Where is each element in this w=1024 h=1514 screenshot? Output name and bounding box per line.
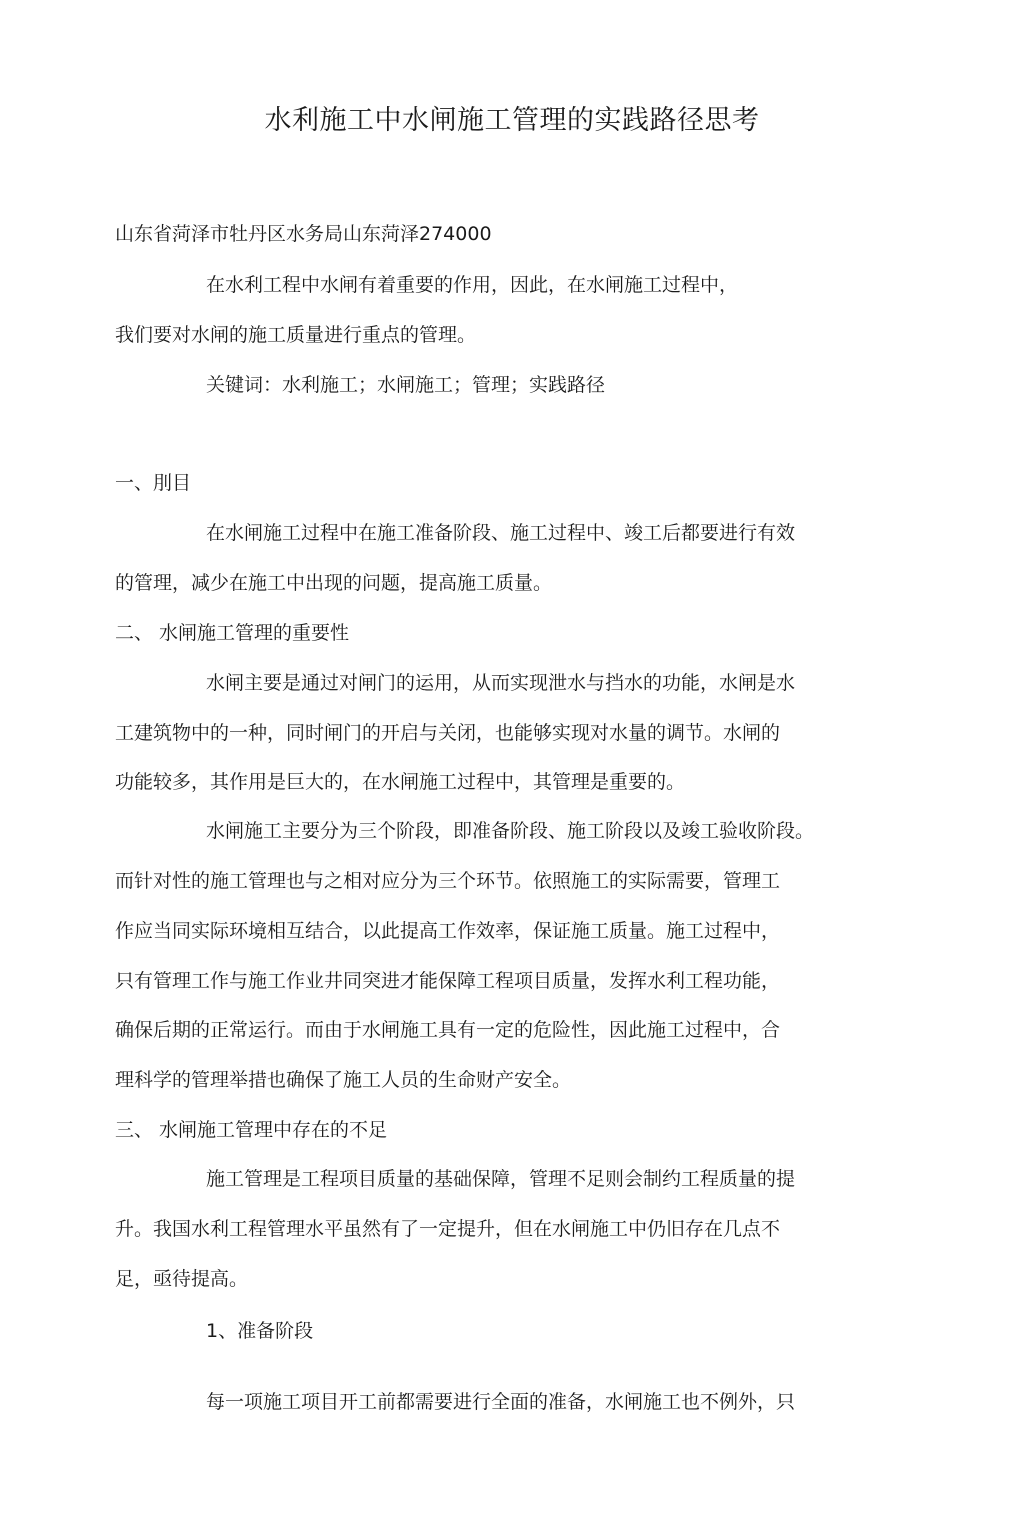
- subsection-heading: 1、准备阶段: [206, 1320, 314, 1342]
- paragraph-line: 每一项施工项目开工前都需要进行全面的准备，水闸施工也不例外，只: [206, 1391, 796, 1413]
- section-heading: 三、 水闸施工管理中存在的不足: [115, 1119, 388, 1141]
- paragraph-line: 作应当同实际环境相互结合，以此提高工作效率，保证施工质量。施工过程中，: [115, 920, 781, 942]
- paragraph-line: 施工管理是工程项目质量的基础保障，管理不足则会制约工程质量的提: [206, 1168, 796, 1190]
- paragraph-line: 确保后期的正常运行。而由于水闸施工具有一定的危险性，因此施工过程中，合: [115, 1019, 781, 1041]
- paragraph-line: 水闸施工主要分为三个阶段，即准备阶段、施工阶段以及竣工验收阶段。: [206, 820, 815, 842]
- paragraph-line: 升。我国水利工程管理水平虽然有了一定提升，但在水闸施工中仍旧存在几点不: [115, 1218, 781, 1240]
- section-heading: 一、刖目: [115, 472, 192, 494]
- paragraph-line: 的管理，减少在施工中出现的问题，提高施工质量。: [115, 572, 553, 594]
- paragraph-line: 足，亟待提高。: [115, 1268, 249, 1290]
- paragraph-line: 功能较多，其作用是巨大的，在水闸施工过程中，其管理是重要的。: [115, 771, 686, 793]
- paragraph-line: 只有管理工作与施工作业井同突进才能保障工程项目质量，发挥水利工程功能，: [115, 970, 781, 992]
- abstract-line: 我们要对水闸的施工质量进行重点的管理。: [115, 324, 477, 346]
- paragraph-line: 理科学的管理举措也确保了施工人员的生命财产安全。: [115, 1069, 572, 1091]
- paragraph-line: 水闸主要是通过对闸门的运用，从而实现泄水与挡水的功能，水闸是水: [206, 672, 796, 694]
- author-affiliation: 山东省菏泽市牡丹区水务局山东菏泽274000: [115, 223, 492, 245]
- paragraph-line: 而针对性的施工管理也与之相对应分为三个环节。依照施工的实际需要，管理工: [115, 870, 781, 892]
- document-title: 水利施工中水闸施工管理的实践路径思考: [264, 105, 760, 136]
- keywords: 关键词：水利施工；水闸施工；管理；实践路径: [206, 374, 606, 396]
- section-heading: 二、 水闸施工管理的重要性: [115, 622, 350, 644]
- paragraph-line: 在水闸施工过程中在施工准备阶段、施工过程中、竣工后都要进行有效: [206, 522, 796, 544]
- paragraph-line: 工建筑物中的一种，同时闸门的开启与关闭，也能够实现对水量的调节。水闸的: [115, 722, 781, 744]
- abstract-line: 在水利工程中水闸有着重要的作用，因此，在水闸施工过程中，: [206, 274, 739, 296]
